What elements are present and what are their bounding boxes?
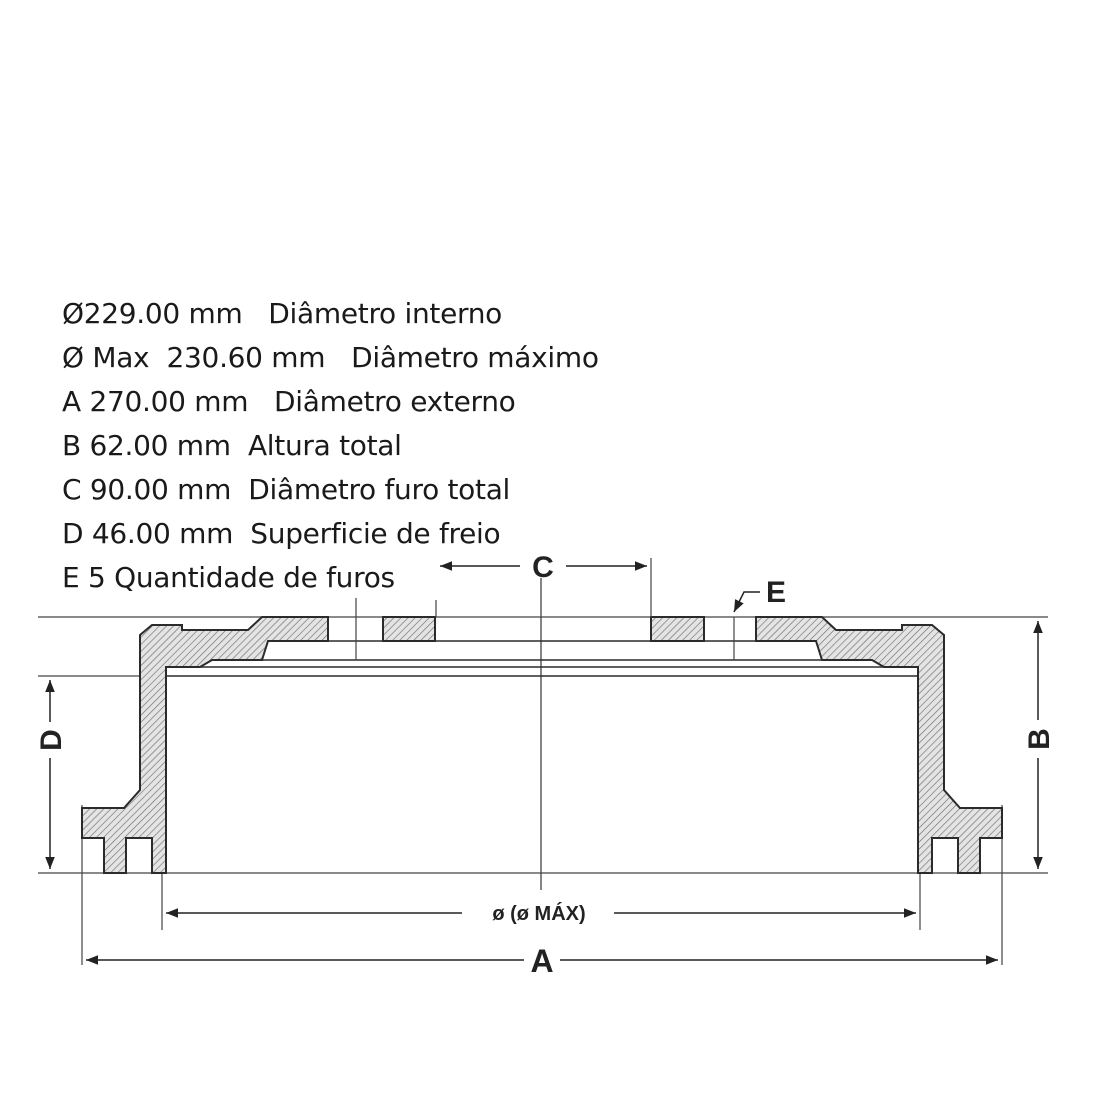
dimension-d xyxy=(34,680,68,869)
dimension-e xyxy=(734,576,786,612)
spec-description: Altura total xyxy=(247,429,402,462)
spec-description: Diâmetro furo total xyxy=(248,473,511,506)
dimension-a xyxy=(86,943,998,979)
spec-description: Quantidade de furos xyxy=(114,561,395,594)
spec-value: Ø Max 230.60 mm xyxy=(62,341,326,374)
spec-value: A 270.00 mm xyxy=(62,385,249,418)
label-inner-diameter: ø (ø MÁX) xyxy=(492,903,586,925)
hub-segment-right xyxy=(651,617,704,641)
spec-value: E 5 xyxy=(62,561,106,594)
dimension-b xyxy=(1022,621,1056,869)
dimension-c xyxy=(440,551,647,584)
label-b: B xyxy=(1023,728,1056,750)
label-a: A xyxy=(530,943,554,979)
drum-section-right xyxy=(756,617,1002,873)
spec-value: D 46.00 mm xyxy=(62,517,234,550)
spec-value: Ø229.00 mm xyxy=(62,297,243,330)
hub-segment-left xyxy=(383,617,435,641)
drum-section-left xyxy=(82,617,328,873)
spec-description: Diâmetro interno xyxy=(268,297,503,330)
spec-value: B 62.00 mm xyxy=(62,429,231,462)
dimension-inner-diameter xyxy=(166,902,916,925)
label-e: E xyxy=(765,576,787,609)
spec-description: Diâmetro máximo xyxy=(351,341,599,374)
spec-value: C 90.00 mm xyxy=(62,473,232,506)
label-c: C xyxy=(532,551,554,584)
spec-description: Superficie de freio xyxy=(250,517,501,550)
label-d: D xyxy=(35,729,68,751)
spec-description: Diâmetro externo xyxy=(274,385,516,418)
inner-edges xyxy=(166,641,918,676)
